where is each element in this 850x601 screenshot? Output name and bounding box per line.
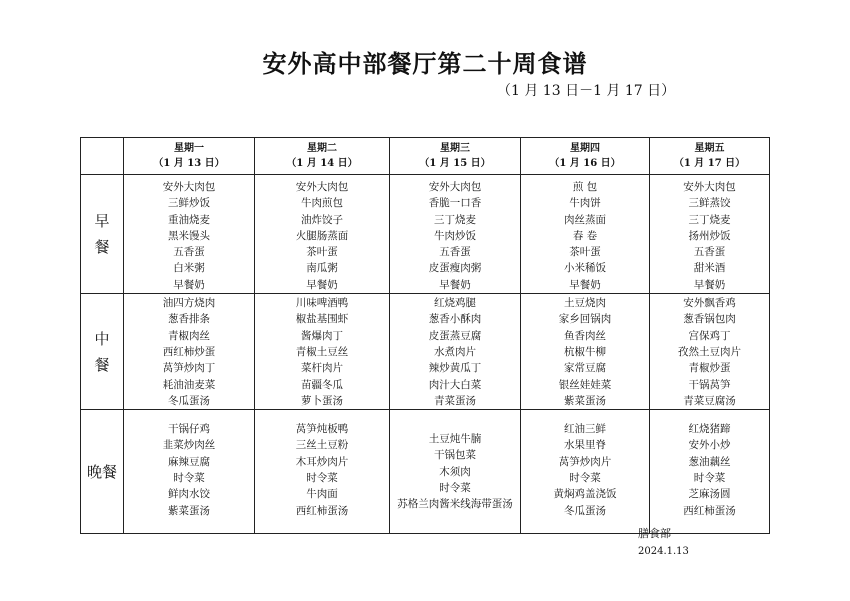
dish-item: 皮蛋蒸豆腐: [428, 329, 482, 342]
dish-item: 牛肉炒饭: [434, 229, 476, 242]
dish-item: 青菜蛋汤: [434, 394, 476, 407]
dish-item: 莴笋炒肉丁: [162, 362, 216, 375]
dish-item: 牛肉饼: [569, 197, 601, 210]
dish-item: 早餐奶: [569, 278, 601, 291]
dish-list: [390, 410, 520, 512]
dish-list: [255, 410, 389, 519]
dish-item: 莴笋炒肉片: [558, 455, 612, 468]
dish-item: 木须肉: [439, 465, 471, 478]
dish-item: 黄焖鸡盖浇饭: [553, 488, 617, 501]
dish-item: 冬瓜蛋汤: [564, 504, 606, 517]
dish-item: 芝麻汤圆: [688, 488, 731, 501]
dish-item: 时令菜: [306, 472, 338, 485]
dish-item: 西红柿炒蛋: [162, 345, 216, 358]
dish-item: 川味啤酒鸭: [295, 297, 349, 310]
dish-item: 扬州炒饭: [688, 229, 731, 242]
dish-item: 青椒肉丝: [168, 329, 210, 342]
dish-item: 安外大肉包: [428, 181, 482, 193]
lunch-thu: [521, 294, 650, 410]
dish-item: 土豆烧肉: [564, 297, 606, 310]
dish-item: 春 卷: [572, 229, 598, 242]
dish-item: 水煮肉片: [434, 345, 476, 358]
dish-item: 麻辣豆腐: [168, 455, 210, 468]
dish-item: 椒盐基围虾: [295, 313, 349, 326]
dish-item: 莴笋炖板鸭: [295, 423, 349, 436]
dish-item: 时令菜: [569, 472, 601, 485]
dish-item: 紫菜蛋汤: [564, 394, 606, 407]
dish-item: 土豆炖牛腩: [428, 433, 482, 446]
dish-item: 韭菜炒肉丝: [162, 439, 216, 452]
corner-cell: [81, 138, 124, 175]
dish-item: 青椒炒蛋: [688, 362, 731, 375]
dish-item: 早餐奶: [693, 278, 726, 291]
dish-item: 紫菜蛋汤: [168, 504, 210, 517]
dish-item: 青椒土豆丝: [295, 345, 349, 358]
dish-list: [521, 410, 649, 519]
day-date: （1 月 14 日）: [286, 158, 358, 169]
dinner-mon: [124, 410, 255, 534]
dish-list: [124, 294, 254, 409]
dish-list: [124, 410, 254, 519]
dish-item: 肉汁大白菜: [428, 378, 482, 391]
day-date: （1 月 15 日）: [419, 158, 491, 169]
breakfast-tue: [255, 175, 390, 294]
dish-item: 杭椒牛柳: [564, 345, 606, 358]
day-header-wed: [390, 138, 521, 175]
breakfast-mon: [124, 175, 255, 294]
dish-item: 西红柿蛋汤: [295, 504, 349, 517]
dish-item: 安外小炒: [688, 439, 731, 452]
dish-item: 三丝土豆粉: [295, 439, 349, 452]
breakfast-thu: [521, 175, 650, 294]
day-header-thu: [521, 138, 650, 175]
dish-item: 安外大肉包: [295, 181, 349, 193]
dish-item: 时令菜: [693, 472, 726, 485]
dinner-tue: [255, 410, 390, 534]
meal-label-dinner: [81, 410, 124, 534]
dish-item: 南瓜粥: [306, 262, 338, 275]
dish-item: 皮蛋瘦肉粥: [428, 262, 482, 275]
dish-list: [650, 294, 769, 409]
dish-item: 安外大肉包: [162, 181, 216, 193]
dish-item: 重油烧麦: [168, 213, 210, 226]
signature: 膳食部: [638, 527, 671, 540]
dish-item: 五香蛋: [693, 246, 726, 259]
dish-item: 萝卜蛋汤: [301, 394, 343, 407]
dish-item: 五香蛋: [173, 246, 205, 259]
dish-item: 鱼香肉丝: [564, 329, 606, 342]
dish-item: 安外飘香鸡: [683, 297, 736, 310]
day-header-mon: [124, 138, 255, 175]
table-header-row: [81, 138, 770, 175]
day-name: 星期二: [307, 143, 337, 154]
dish-item: 香脆一口香: [428, 197, 482, 210]
dish-list: [390, 294, 520, 409]
dish-item: 葱香小酥肉: [428, 313, 482, 326]
dish-item: 三丁烧麦: [434, 213, 476, 226]
week-date-range: （1 月 13 日－1 月 17 日）: [497, 83, 676, 99]
lunch-tue: [255, 294, 390, 410]
meal-label-char: 餐: [94, 238, 110, 257]
dish-item: 鲜肉水饺: [168, 488, 210, 501]
dish-item: 黑米馒头: [168, 229, 210, 242]
dish-item: 葱香排条: [168, 313, 210, 326]
dish-item: 辣炒黄瓜丁: [428, 362, 482, 375]
dish-list: [650, 410, 769, 519]
dish-list: [255, 294, 389, 409]
breakfast-wed: [390, 175, 521, 294]
day-date: （1 月 16 日）: [549, 158, 621, 169]
dish-item: 安外大肉包: [683, 181, 736, 193]
dish-item: 时令菜: [173, 472, 205, 485]
meal-label-breakfast: [81, 175, 124, 294]
dish-item: 甜米酒: [693, 262, 726, 275]
dish-item: 牛肉面: [306, 488, 338, 501]
dinner-row: [81, 410, 770, 534]
meal-label-char: 餐: [94, 355, 110, 374]
dish-item: 早餐奶: [306, 278, 338, 291]
lunch-wed: [390, 294, 521, 410]
dish-item: 白米粥: [173, 262, 205, 275]
dish-item: 小米稀饭: [564, 262, 606, 275]
menu-title: 安外高中部餐厅第二十周食谱: [262, 49, 588, 78]
dish-item: 红烧鸡腿: [434, 297, 476, 310]
dinner-thu: [521, 410, 650, 534]
meal-label-lunch: [81, 294, 124, 410]
dish-list: [124, 175, 254, 293]
dish-item: 葱香锅包肉: [683, 313, 736, 326]
dish-item: 油炸饺子: [301, 213, 343, 226]
dish-list: [650, 175, 769, 293]
dish-item: 葱油藕丝: [688, 455, 731, 468]
dish-item: 时令菜: [439, 482, 471, 495]
dish-list: [521, 175, 649, 293]
dish-item: 五香蛋: [439, 246, 471, 259]
dish-list: [390, 175, 520, 293]
day-name: 星期一: [174, 143, 204, 154]
dish-item: 酱爆肉丁: [301, 329, 343, 342]
dish-item: 家乡回锅肉: [558, 313, 612, 326]
lunch-row: [81, 294, 770, 410]
dish-item: 茶叶蛋: [306, 246, 338, 259]
dish-item: 苏格兰肉酱米线海带蛋汤: [397, 498, 513, 511]
dish-item: 肉丝蒸面: [564, 213, 606, 226]
dish-item: 红油三鲜: [564, 423, 606, 436]
dish-item: 牛肉煎包: [301, 197, 343, 210]
weekly-menu-table: [80, 137, 770, 534]
dish-item: 早餐奶: [439, 278, 471, 291]
dish-item: 煎 包: [572, 181, 598, 193]
day-header-tue: [255, 138, 390, 175]
meal-label-char: 中: [94, 329, 110, 348]
day-name: 星期四: [570, 143, 600, 154]
dinner-fri: [650, 410, 770, 534]
dish-item: 早餐奶: [173, 278, 205, 291]
dish-item: 三鲜炒饭: [168, 197, 210, 210]
day-name: 星期五: [694, 143, 725, 154]
breakfast-fri: [650, 175, 770, 294]
dish-item: 火腿肠蒸面: [295, 229, 349, 242]
lunch-mon: [124, 294, 255, 410]
dish-item: 红烧猪蹄: [688, 423, 731, 436]
dish-item: 木耳炒肉片: [295, 455, 349, 468]
dish-item: 水果里脊: [564, 439, 606, 452]
meal-label-char: 早: [94, 212, 110, 231]
dish-item: 耗油油麦菜: [162, 378, 216, 391]
dish-list: [521, 294, 649, 409]
dish-item: 冬瓜蛋汤: [168, 394, 210, 407]
dish-list: [255, 175, 389, 293]
dish-item: 菜杆肉片: [301, 362, 343, 375]
dinner-wed: [390, 410, 521, 534]
issue-date: 2024.1.13: [638, 546, 689, 557]
day-header-fri: [650, 138, 770, 175]
day-name: 星期三: [440, 143, 470, 154]
dish-item: 干锅仔鸡: [168, 423, 210, 436]
dish-item: 孜然土豆肉片: [678, 345, 741, 358]
dish-item: 西红柿蛋汤: [683, 504, 736, 517]
dish-item: 银丝娃娃菜: [558, 378, 612, 391]
breakfast-row: [81, 175, 770, 294]
dish-item: 三鲜蒸饺: [688, 197, 731, 210]
dish-item: 家常豆腐: [564, 362, 606, 375]
meal-label-text: 晚餐: [86, 462, 117, 481]
day-date: （1 月 17 日）: [673, 158, 746, 169]
dish-item: 宫保鸡丁: [688, 329, 731, 342]
dish-item: 三丁烧麦: [688, 213, 731, 226]
dish-item: 苗疆冬瓜: [301, 378, 343, 391]
dish-item: 油四方烧肉: [162, 297, 216, 310]
dish-item: 青菜豆腐汤: [683, 394, 736, 407]
day-date: （1 月 13 日）: [153, 158, 225, 169]
dish-item: 茶叶蛋: [569, 246, 601, 259]
dish-item: 干锅包菜: [434, 449, 476, 462]
dish-item: 干锅莴笋: [688, 378, 731, 391]
lunch-fri: [650, 294, 770, 410]
